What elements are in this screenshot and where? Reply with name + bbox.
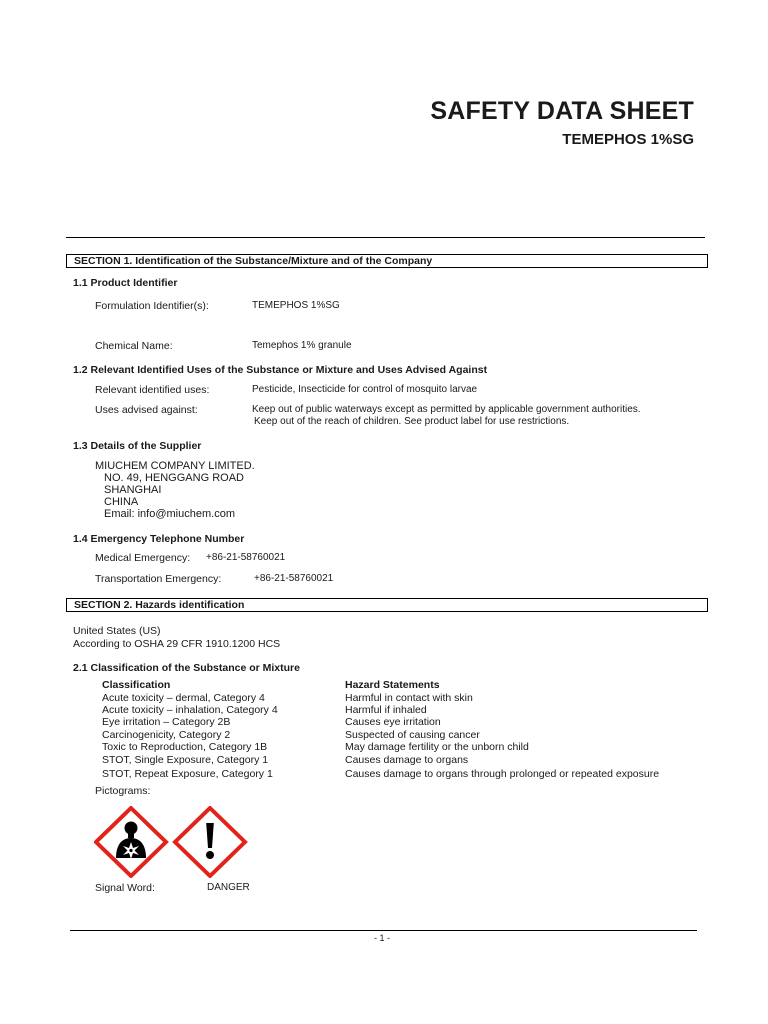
transport-emergency-phone: +86-21-58760021	[254, 573, 334, 584]
subsection-2-1-heading: 2.1 Classification of the Substance or Mixture	[73, 662, 300, 674]
supplier-city: SHANGHAI	[104, 484, 162, 496]
formulation-value: TEMEPHOS 1%SG	[252, 300, 340, 311]
health-hazard-icon	[96, 808, 166, 876]
relevant-uses-label: Relevant identified uses:	[95, 384, 210, 396]
classification-row-3: Eye irritation – Category 2B	[102, 716, 231, 728]
exclamation-mark-icon	[175, 808, 245, 876]
header-divider	[66, 237, 705, 238]
hazard-statement-row-1: Harmful in contact with skin	[345, 692, 473, 704]
hazard-statement-row-3: Causes eye irritation	[345, 716, 441, 728]
ghs-pictograms	[94, 806, 250, 878]
signal-word-value: DANGER	[207, 882, 250, 893]
hazard-statements-column-header: Hazard Statements	[345, 679, 440, 691]
signal-word-label: Signal Word:	[95, 882, 155, 894]
classification-row-7: STOT, Repeat Exposure, Category 1	[102, 768, 273, 780]
classification-row-5: Toxic to Reproduction, Category 1B	[102, 741, 268, 753]
classification-row-4: Carcinogenicity, Category 2	[102, 729, 231, 741]
hazard-statement-row-6: Causes damage to organs	[345, 754, 469, 766]
subsection-1-4-heading: 1.4 Emergency Telephone Number	[73, 533, 245, 545]
regulation-text: According to OSHA 29 CFR 1910.1200 HCS	[73, 638, 281, 650]
supplier-company: MIUCHEM COMPANY LIMITED.	[95, 460, 255, 472]
hazard-statement-row-7: Causes damage to organs through prolonged or repeated exposure	[345, 768, 660, 780]
pictograms-row	[94, 806, 250, 883]
subsection-1-1-heading: 1.1 Product Identifier	[73, 277, 178, 289]
medical-emergency-phone: +86-21-58760021	[206, 552, 286, 563]
classification-column-header: Classification	[102, 679, 171, 691]
page-number: - 1 -	[374, 933, 391, 943]
hazard-statement-row-5: May damage fertility or the unborn child	[345, 741, 529, 753]
pictograms-label: Pictograms:	[95, 785, 151, 797]
region-text: United States (US)	[73, 625, 161, 637]
chemical-name-label: Chemical Name:	[95, 340, 173, 352]
transport-emergency-label: Transportation Emergency:	[95, 573, 222, 585]
subsection-1-3-heading: 1.3 Details of the Supplier	[73, 440, 202, 452]
supplier-street: NO. 49, HENGGANG ROAD	[104, 472, 244, 484]
relevant-uses-value: Pesticide, Insecticide for control of mosquito larvae	[252, 384, 478, 395]
uses-against-line-2: Keep out of the reach of children. See product label for use restrictions.	[254, 416, 570, 427]
classification-row-6: STOT, Single Exposure, Category 1	[102, 754, 269, 766]
document-title: SAFETY DATA SHEET	[430, 97, 694, 125]
section-2-heading: SECTION 2. Hazards identification	[66, 598, 708, 612]
uses-against-label: Uses advised against:	[95, 404, 198, 416]
classification-row-2: Acute toxicity – inhalation, Category 4	[102, 704, 278, 716]
section-1-heading: SECTION 1. Identification of the Substance/Mixture and of the Company	[66, 254, 708, 268]
supplier-country: CHINA	[104, 496, 139, 508]
uses-against-line-1: Keep out of public waterways except as permitted by applicable government authorities.	[252, 404, 641, 415]
footer-divider	[70, 930, 697, 931]
product-subtitle: TEMEPHOS 1%SG	[562, 131, 694, 148]
medical-emergency-label: Medical Emergency:	[95, 552, 191, 564]
hazard-statement-row-4: Suspected of causing cancer	[345, 729, 480, 741]
chemical-name-value: Temephos 1% granule	[252, 340, 352, 351]
hazard-statement-row-2: Harmful if inhaled	[345, 704, 427, 716]
formulation-label: Formulation Identifier(s):	[95, 300, 209, 312]
supplier-email: Email: info@miuchem.com	[104, 508, 235, 520]
subsection-1-2-heading: 1.2 Relevant Identified Uses of the Substance or Mixture and Uses Advised Against	[73, 364, 488, 376]
classification-row-1: Acute toxicity – dermal, Category 4	[102, 692, 265, 704]
